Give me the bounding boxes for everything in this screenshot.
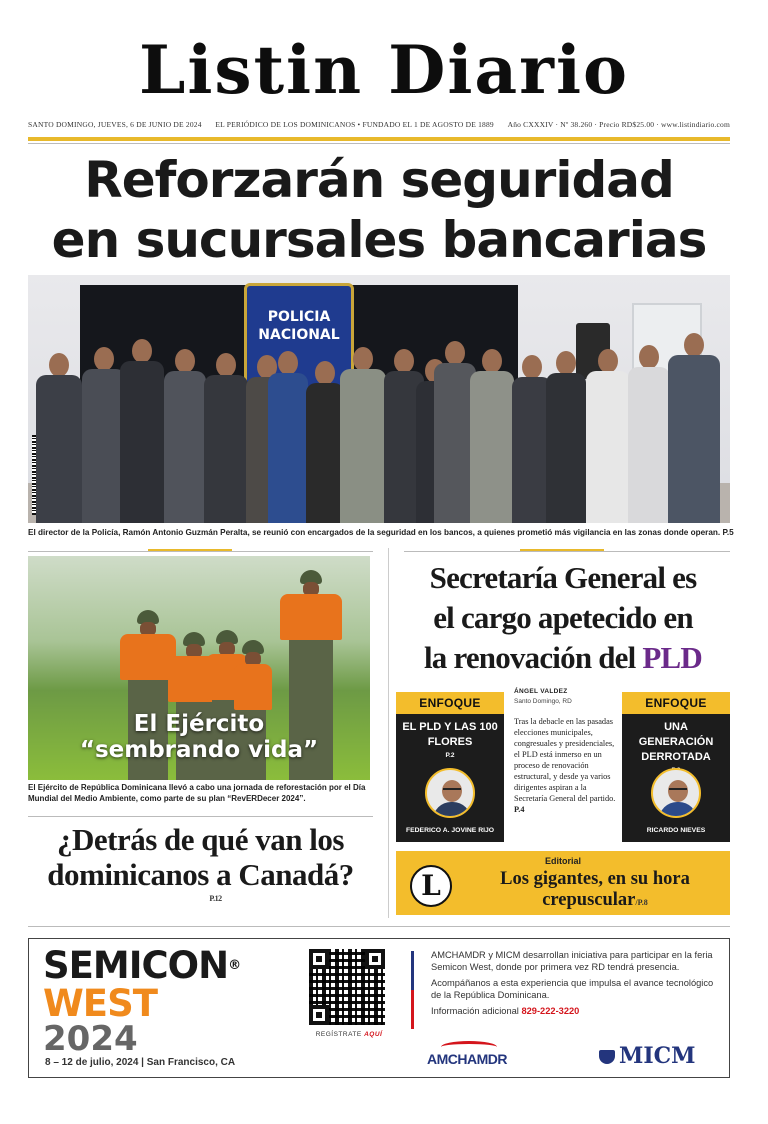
ad-text-2: Acompáñanos a esta experiencia que impulsa el avance tecnológico de la República Dominicana.	[431, 978, 714, 1000]
enfoque-card-left[interactable]	[396, 692, 504, 842]
ad-phone[interactable]: 829-222-3220	[521, 1006, 580, 1016]
police-shield-logo: POLICIA NACIONAL	[244, 283, 354, 433]
enfoque-tag: ENFOQUE	[622, 692, 730, 714]
amchamdr-logo	[427, 1051, 507, 1067]
editorial-title-text: Los gigantes, en su hora crepuscular	[500, 869, 690, 910]
canada-headline-line2: dominicanos a Canadá?	[47, 857, 354, 892]
main-headline-line1: Reforzarán seguridad	[84, 151, 674, 209]
pld-location: Santo Domingo, RD	[514, 698, 572, 705]
person	[204, 353, 248, 523]
ad-info	[431, 1005, 717, 1017]
pld-page-ref[interactable]: P.4	[514, 805, 525, 814]
person	[306, 361, 344, 523]
army-title-line1: El Ejército	[133, 711, 265, 737]
micm-text: MICM	[619, 1043, 696, 1069]
enfoque-tag: ENFOQUE	[396, 692, 504, 714]
army-photo[interactable]	[28, 556, 370, 780]
column-divider	[388, 548, 389, 918]
pld-byline: ÁNGEL VALDEZ	[514, 688, 568, 695]
section-rule-right	[404, 551, 730, 552]
pld-story[interactable]	[514, 688, 618, 815]
semicon-advertisement[interactable]	[28, 938, 730, 1078]
person	[668, 333, 720, 523]
columnist-name: FEDERICO A. JOVINE RIJO	[405, 827, 495, 834]
editorial-tag: Editorial	[544, 856, 581, 866]
person	[36, 353, 82, 523]
main-headline[interactable]	[28, 150, 730, 270]
canada-headline[interactable]	[28, 822, 373, 904]
pld-highlight: PLD	[642, 640, 702, 675]
ad-semicon-text: SEMICON	[43, 944, 229, 987]
section-rule-left	[28, 551, 373, 552]
army-photo-title	[68, 711, 330, 763]
ad-dates: 8 – 12 de julio, 2024 | San Francisco, CA	[45, 1057, 236, 1068]
person	[628, 345, 670, 523]
dateline-date: SANTO DOMINGO, JUEVES, 6 DE JUNIO DE 2024	[28, 120, 202, 129]
person	[268, 351, 308, 523]
person	[120, 339, 164, 523]
ad-register-here: AQUÍ	[364, 1031, 383, 1038]
main-photo[interactable]	[28, 275, 730, 523]
columnist-avatar	[651, 768, 701, 818]
ad-top-rule	[28, 926, 730, 927]
pld-headline-line2: el cargo apetecido en	[433, 600, 693, 635]
pld-headline-line1: Secretaría General es	[429, 560, 697, 595]
ad-west-word: WEST	[43, 982, 157, 1025]
ad-register-label[interactable]	[309, 1031, 389, 1038]
enfoque-title: EL PLD Y LAS 100 FLORES	[402, 721, 498, 748]
editorial-page-ref[interactable]: /P.8	[635, 898, 648, 907]
editorial-box[interactable]	[396, 851, 730, 915]
army-story-rule	[28, 816, 373, 817]
ad-year: 2024	[43, 1019, 138, 1059]
enfoque-card-right[interactable]	[622, 692, 730, 842]
canada-headline-line1: ¿Detrás de qué van los	[57, 822, 344, 857]
listin-l-logo-icon: L	[410, 865, 452, 907]
enfoque-title: UNA GENERACIÓN DERROTADA	[638, 721, 714, 763]
enfoque-page-ref: P.2	[445, 752, 455, 759]
ad-semicon-word	[43, 945, 240, 987]
army-title-line2: “sembrando vida”	[79, 737, 319, 763]
ad-info-label: Información adicional	[431, 1006, 519, 1016]
person	[546, 351, 586, 523]
masthead-gold-rule	[28, 137, 730, 141]
pld-headline-line3	[396, 638, 730, 678]
main-headline-line2: en sucursales bancarias	[51, 211, 707, 269]
ad-body	[431, 949, 717, 1021]
micm-logo	[599, 1043, 696, 1069]
masthead-thin-rule	[28, 143, 730, 144]
group-of-people	[28, 343, 730, 523]
editorial-title	[468, 869, 722, 913]
pld-body-text: Tras la debacle en las pasadas elecciones municipales, congresuales y presidenciales, el PLD está inmerso en un proceso de renovación estructural, y desde ya varios dirigentes aspiran a la Secretaría General del partido.	[514, 717, 616, 803]
dateline	[28, 120, 730, 132]
person	[340, 347, 386, 523]
main-photo-caption: El director de la Policía, Ramón Antonio Guzmán Peralta, se reunió con encargados de la seguridad en los bancos, a quienes prometió más vigilancia en las zonas donde operan. P.5	[28, 528, 734, 537]
pld-body	[514, 716, 618, 815]
dateline-tagline: EL PERIÓDICO DE LOS DOMINICANOS • FUNDADO EL 1 DE AGOSTO DE 1889	[215, 120, 494, 129]
person	[470, 349, 514, 523]
pld-headline[interactable]	[396, 558, 730, 678]
pld-headline-line3-text: la renovación del	[423, 640, 636, 675]
masthead-title: Listin Diario	[138, 31, 630, 109]
ad-register-text: REGÍSTRATE	[315, 1031, 362, 1038]
qr-code-icon[interactable]	[309, 949, 385, 1025]
micm-shield-icon	[599, 1050, 615, 1064]
canada-page-ref[interactable]: P.12	[209, 894, 222, 903]
person	[164, 349, 206, 523]
ad-registered-mark: ®	[228, 958, 241, 973]
army-photo-caption: El Ejército de República Dominicana llevó a cabo una jornada de reforestación por el Día Mundial del Medio Ambiente, como parte de su plan “RevERDecer 2024”.	[28, 783, 366, 803]
amchamdr-text: AMCHAMDR	[427, 1051, 507, 1067]
columnist-name: RICARDO NIEVES	[646, 827, 706, 834]
ad-accent-bar	[411, 951, 414, 1029]
dateline-issue: Año CXXXIV · Nº 38.260 · Precio RD$25.00 · www.listindiario.com	[507, 120, 730, 129]
ad-text-1: AMCHAMDR y MICM desarrollan iniciativa para participar en la feria Semicon West, donde por primera vez RD tendrá presencia.	[431, 950, 713, 972]
columnist-avatar	[425, 768, 475, 818]
person	[586, 349, 630, 523]
